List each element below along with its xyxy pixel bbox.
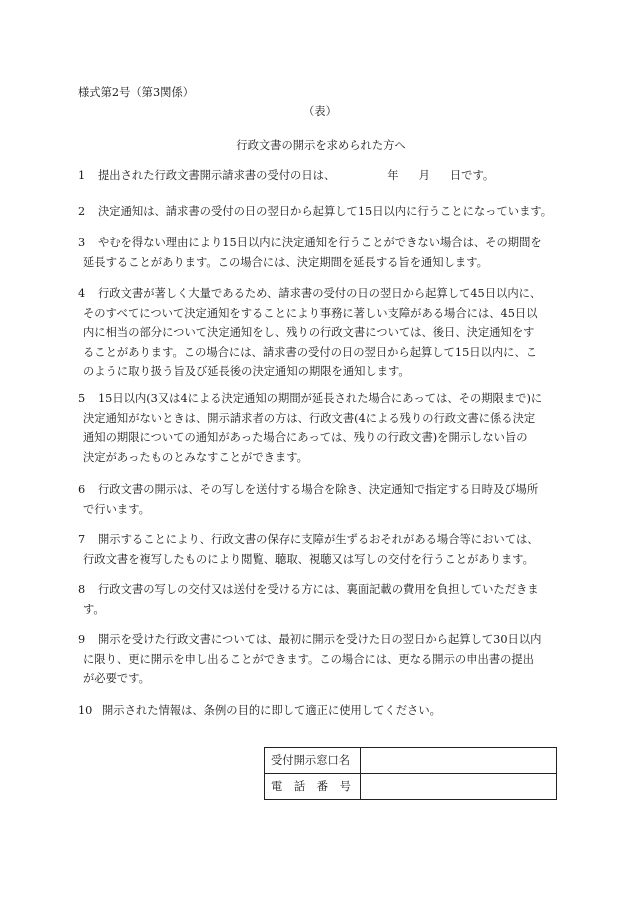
contact-row-phone — [265, 774, 557, 800]
document-title: 行政文書の開示を求められた方へ — [236, 139, 406, 152]
notice-item-7 — [78, 530, 564, 569]
date-month-label: 月 — [418, 169, 430, 182]
item-line: 決定通知がないときは、開示請求者の方は、行政文書(4による残りの行政文書に係る決定 — [83, 411, 536, 425]
item-line: 開示することにより、行政文書の保存に支障が生ずるおそれがある場合等においては、 — [98, 533, 539, 546]
notice-item-6 — [78, 480, 564, 519]
item-text: 提出された行政文書開示請求書の受付の日は、 — [98, 169, 336, 182]
item-line — [78, 166, 564, 186]
item-line: 開示された情報は、条例の目的に即して適正に使用してください。 — [102, 704, 441, 717]
item-line: 通知の期限についての通知があった場合にあっては、残りの行政文書)を開示しない旨の — [83, 431, 528, 444]
item-line: 開示を受けた行政文書については、最初に開示を受けた日の翌日から起算して30日以内 — [98, 633, 542, 646]
window-name-label: 受付開示窓口名 — [265, 748, 361, 774]
item-line: 行政文書が著しく大量であるため、請求書の受付の日の翌日から起算して45日以内に、 — [98, 287, 542, 300]
item-line: で行います。 — [83, 502, 150, 516]
contact-row-window — [265, 748, 557, 774]
face-label: （表） — [303, 105, 337, 118]
item-line: 延長することがあります。この場合には、決定期間を延長する旨を通知します。 — [83, 255, 488, 269]
notice-item-4 — [78, 284, 564, 382]
notice-item-10 — [78, 701, 564, 721]
item-line: に限り、更に開示を申し出ることができます。この場合には、更なる開示の申出書の提出 — [83, 652, 534, 666]
phone-label-char: 電 — [271, 779, 283, 793]
item-line: 決定通知は、請求書の受付の日の翌日から起算して15日以内に行うことになっています。 — [98, 205, 553, 218]
date-year-label: 年 — [387, 169, 399, 182]
item-number: 2 — [78, 205, 86, 218]
phone-number-field[interactable] — [361, 774, 557, 800]
item-line: ることがあります。この場合には、請求書の受付の日の翌日から起算して15日以内に、こ — [83, 345, 538, 359]
notice-item-2 — [78, 202, 564, 222]
item-line: 15日以内(3又は4による決定通知の期間が延長された場合にあっては、その期限まで)に — [98, 392, 543, 405]
form-number: 様式第2号（第3関係） — [78, 86, 195, 99]
item-line: やむを得ない理由により15日以内に決定通知を行うことができない場合は、その期間を — [98, 236, 542, 249]
item-line: 内に相当の部分について決定通知をし、残りの行政文書については、後日、決定通知をす — [83, 326, 535, 339]
item-number: 8 — [78, 583, 86, 596]
item-line: す。 — [83, 602, 105, 616]
phone-label-char: 番 — [316, 779, 329, 793]
phone-label-char: 号 — [339, 779, 351, 793]
window-name-field[interactable] — [361, 748, 557, 774]
item-number: 7 — [78, 533, 86, 546]
item-number: 10 — [78, 704, 93, 717]
phone-label-char: 話 — [293, 779, 306, 793]
contact-table — [264, 747, 557, 800]
item-number: 3 — [78, 236, 86, 249]
item-line: そのすべてについて決定通知をすることにより事務に著しい支障がある場合には、45日以 — [83, 306, 538, 320]
notice-item-8 — [78, 580, 564, 619]
item-number: 9 — [78, 633, 86, 646]
notice-item-1 — [78, 166, 564, 186]
item-line: が必要です。 — [83, 672, 150, 685]
item-line: 行政文書の写しの交付又は送付を受ける方には、裏面記載の費用を負担していただきま — [98, 583, 539, 596]
item-line: 行政文書の開示は、その写しを送付する場合を除き、決定通知で指定する日時及び場所 — [98, 483, 539, 496]
item-number: 6 — [78, 483, 86, 496]
phone-label — [265, 774, 361, 800]
notice-item-9 — [78, 630, 564, 689]
item-number: 4 — [78, 287, 86, 300]
item-number: 1 — [78, 169, 86, 182]
date-day-label: 日です。 — [449, 169, 495, 182]
item-line: のように取り扱う旨及び延長後の決定通知の期限を通知します。 — [83, 365, 410, 378]
notice-item-5 — [78, 389, 564, 467]
item-line: 行政文書を複写したものにより閲覧、聴取、視聴又は写しの交付を行うことがあります。 — [83, 552, 534, 566]
notice-item-3 — [78, 233, 564, 272]
item-line: 決定があったものとみなすことができます。 — [83, 450, 308, 464]
item-number: 5 — [78, 392, 86, 405]
